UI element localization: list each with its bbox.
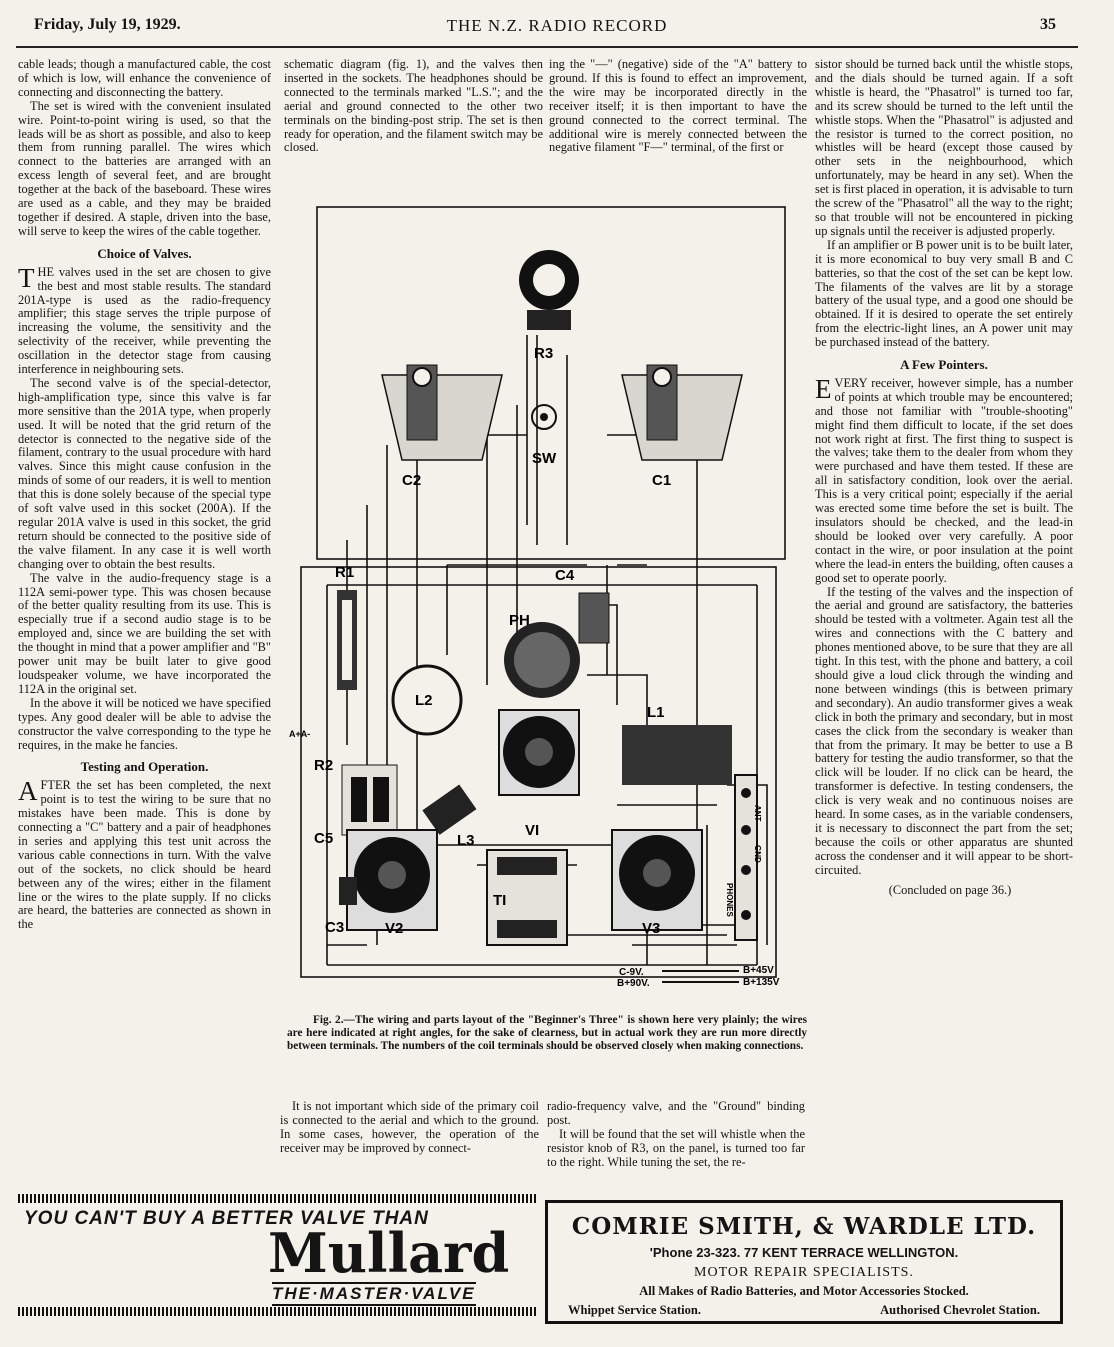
rheostat-r3: [519, 250, 579, 362]
diagram-label: C-9V.: [619, 967, 644, 978]
diagram-label: C2: [402, 472, 422, 489]
ad-slogan: YOU CAN'T BUY A BETTER VALVE THAN: [24, 1208, 429, 1229]
diagram-label: V2: [385, 920, 404, 937]
publication-title: THE N.Z. RADIO RECORD: [446, 16, 668, 35]
mullard-advertisement: [10, 1194, 530, 1318]
diagram-label: V3: [642, 920, 661, 937]
diagram-label: B+45V: [743, 965, 774, 976]
valve-socket-v3: [612, 830, 702, 937]
paragraph: EVERY receiver, however simple, has a number of points at which trouble may be encountered; and those not familiar with "trouble-shooting" might find them difficult to locate, if the set does not work right at first. The first thing to suspect is the valves; take them to the dealer from whom they were purchased and have them tested. If these are all in satisfactory condition, look over the aerial. This is a very critical point; especially if the aerial was erected some time before the set is built. The insulators should be checked, and the lead-in should be looked over very carefully. A poor contact in the wire, or poor insulation at the point where the lead-in enters the building, often causes a good set to operate poorly.: [815, 373, 1073, 585]
paragraph: sistor should be turned back until the whistle stops, and the dials should be turned again. If a soft whistle is heard, the "Phasatrol" is turned too far, and its screw should be turned to the left until the whistle stops. When the "Phasatrol" is adjusted and the resistor is turned to the correct position, no whistles will be heard (except those caused by other sets in the neighbourhood, which unfortunately, may be heard in any set). When the set is first placed in operation, it is advisable to turn the screw of the "Phasatrol" all the way to the right; so that trouble will not be encountered in picking up signals until the receiver is adjusted properly.: [815, 57, 1073, 238]
condenser-c1: [622, 365, 742, 489]
continued-note: (Concluded on page 36.): [888, 882, 1012, 897]
paragraph: radio-frequency valve, and the "Ground" binding post.: [547, 1099, 805, 1127]
diagram-label: C4: [555, 567, 575, 584]
diagram-label: PHONES: [725, 883, 734, 917]
section-heading: Choice of Valves.: [97, 245, 192, 261]
binding-post-strip: [725, 775, 762, 940]
company-whippet: Whippet Service Station.: [568, 1303, 701, 1317]
diagram-label: A+A-: [289, 729, 311, 739]
diagram-label: R3: [534, 345, 554, 362]
company-name: COMRIE SMITH, & WARDLE LTD.: [571, 1213, 1037, 1240]
diagram-label: VI: [525, 822, 540, 839]
diagram-label: C1: [652, 472, 672, 489]
figure-caption: Fig. 2.—The wiring and parts layout of the "Beginner's Three" is shown here very plainly; the wires are here indicated at right angles, for the sake of clearness, but in actual work they are run more directly between terminals. The numbers of the coil terminals should be observed closely when making connections.: [287, 1014, 807, 1053]
valve-socket-v2: [347, 830, 437, 937]
paragraph: ing the "—" (negative) side of the "A" battery to ground. If this is found to effect an improvement, the wire may be incorporated directly in the receiver itself; it is then important to have the ground connected to the correct terminal. The additional wire is merely connected between the negative filament "F—" terminal, of the first or: [549, 57, 807, 155]
column-2-bottom: [280, 1100, 539, 1156]
column-2-top: [284, 58, 543, 155]
diagram-label: C5: [314, 830, 334, 847]
company-stock: All Makes of Radio Batteries, and Motor Accessories Stocked.: [639, 1284, 969, 1298]
paragraph: If the testing of the valves and the inspection of the aerial and ground are satisfactory, the batteries should be tested with a voltmeter. Again test all the wires and connections with the C battery and phones mentioned above, to be sure that they are all tight. In this test, with the phone and battery, a coil should give a loud click through the winding and none between windings (this is between primary and secondary). An audio transformer gives a weak click in both the primary and secondary, but in most cases the click from the secondary is weaker than that from the primary. It may be better to use a B battery for testing the audio transformer, so that the click will be louder. If no click can be heard, the transformer is defective. In testing condensers, the click is very weak and no continuous noises are heard. In some cases, as in the variable condensers, it is necessary to disconnect the part from the set; because the coils or other apparatus are shunted across the condenser and it will appear to be short-circuited.: [815, 584, 1073, 877]
company-service: MOTOR REPAIR SPECIALISTS.: [694, 1265, 914, 1280]
diagram-label: B+90V.: [617, 978, 650, 989]
header-rule: [16, 46, 1078, 48]
company-chevrolet: Authorised Chevrolet Station.: [880, 1303, 1040, 1317]
column-3-top: [549, 58, 807, 155]
paragraph: The valve in the audio-frequency stage is a 112A semi-power type. This was chosen because of the better quality resulting from its use. This is especially true if a second audio stage is to be employed and, since we are building the set with the thought in mind that a power amplifier and "B" power unit may be built later to give good loudspeaker volume, we have incorporated the 112A in the original set.: [18, 570, 271, 696]
section-heading: Testing and Operation.: [80, 759, 209, 775]
paragraph: THE valves used in the set are chosen to give the best and most stable results. The standard 201A-type is used as the radio-frequency amplifier; this stage serves the triple purpose of increasing the volume, the sensitivity and the selectivity of the receiver, while preventing the oscillation in the detector stage from causing interference in neighbouring sets.: [18, 262, 271, 377]
brand-wordmark: Mullard: [268, 1221, 510, 1285]
header-date: Friday, July 19, 1929.: [34, 16, 181, 33]
paragraph: If an amplifier or B power unit is to be built later, it is more economical to buy very small B and C batteries, so that the cost of the set can be kept low. The filaments of the valves are lit by a storage battery of the usual type, and a good one should be obtained. If it is desired to operate the set entirely from the electric-light lines, an A power unit may be purchased instead of the battery.: [815, 237, 1073, 350]
diagram-label: SW: [532, 450, 557, 467]
column-3-bottom: [547, 1100, 805, 1170]
paragraph: schematic diagram (fig. 1), and the valves then inserted in the sockets. The headphones should be connected to the terminals marked "L.S."; and the aerial and ground connected to the other two terminals on the binding-post strip. The set is then ready for operation, and the filament switch may be closed.: [284, 57, 543, 155]
section-heading: A Few Pointers.: [900, 357, 988, 373]
diagram-label: R1: [335, 564, 355, 581]
resistor-r1: [335, 564, 357, 690]
diagram-label: L1: [647, 704, 665, 721]
drop-cap: E: [815, 373, 832, 404]
comrie-smith-advertisement: [545, 1200, 1063, 1324]
phasatrol-ph: [504, 612, 580, 698]
diagram-label: B+135V: [743, 977, 780, 988]
paragraph: In the above it will be noticed we have specified types. Any good dealer will be able to advise the constructor the valve corresponding to the type he requires, in the make he fancies.: [18, 695, 271, 752]
ad-tagline: THE·MASTER·VALVE: [272, 1282, 476, 1306]
drop-cap: A: [18, 776, 38, 807]
transformer-t1: [487, 850, 567, 945]
valve-socket-v1: [499, 710, 579, 839]
decorative-bar: [18, 1307, 538, 1316]
diagram-label: L2: [415, 692, 433, 709]
diagram-label: GND: [753, 845, 762, 863]
coil-l2: [393, 666, 461, 734]
diagram-label: TI: [493, 892, 507, 909]
coil-l1: [622, 704, 732, 785]
paragraph: AFTER the set has been completed, the next point is to test the wiring to be sure that no mistakes have been made. This is done by connecting a "C" battery and a pair of headphones in series and applying this test unit across the various cable connections in turn. With the valve out of the sockets, no click should be heard between any of the wires; either in the filament line or the wires to the plate supply. If no clicks are heard, the batteries are connected as shown in the: [18, 776, 271, 932]
diagram-label: ANT: [753, 805, 762, 822]
paragraph: cable leads; though a manufactured cable, the cost of which is low, will enhance the convenience of connecting and disconnecting the battery.: [18, 57, 271, 99]
wiring-diagram: [287, 205, 807, 1005]
diagram-label: L3: [457, 832, 475, 849]
paragraph: The second valve is of the special-detector, high-amplification type, since this valve is far more sensitive than the 201A type, when properly used. It will be noted that the grid return of the detector is connected to the negative side of the filament, contrary to the usual procedure with hard valves. Since this might cause confusion in the minds of some of our readers, it is well to mention that this is done solely because of the special type of soft valve used in this socket (200A). If the regular 201A valve is used in this socket, the grid return should be connected to the positive side of the valve filament. In any case it is well worth changing over to obtain the best results.: [18, 375, 271, 571]
decorative-bar: [18, 1194, 538, 1203]
diagram-label: R2: [314, 757, 334, 774]
condenser-c2: [382, 365, 502, 489]
drop-cap: T: [18, 262, 35, 293]
paragraph: It is not important which side of the primary coil is connected to the aerial and which to the ground. In some cases, however, the operation of the receiver may be improved by connect-: [280, 1099, 539, 1155]
diagram-label: PH: [509, 612, 530, 629]
diagram-label: C3: [325, 919, 345, 936]
column-4: [815, 58, 1073, 897]
page-number: 35: [1040, 16, 1056, 33]
paragraph: The set is wired with the convenient insulated wire. Point-to-point wiring is used, so that the leads will be as short as possible, and also to keep them from running parallel. The wires which connect to the batteries are arranged with an excess length of several feet, and are brought together at the back of the baseboard. These wires are used as a cable, and they may be braided together if desired. A staple, driven into the base, will serve to keep the wires of the cable together.: [18, 98, 271, 238]
company-address: 'Phone 23-323. 77 KENT TERRACE WELLINGTON.: [649, 1245, 959, 1260]
column-1: [18, 58, 271, 932]
switch-sw: [532, 405, 557, 467]
paragraph: It will be found that the set will whistle when the resistor knob of R3, on the panel, is turned too far to the right. While tuning the set, the re-: [547, 1126, 805, 1169]
